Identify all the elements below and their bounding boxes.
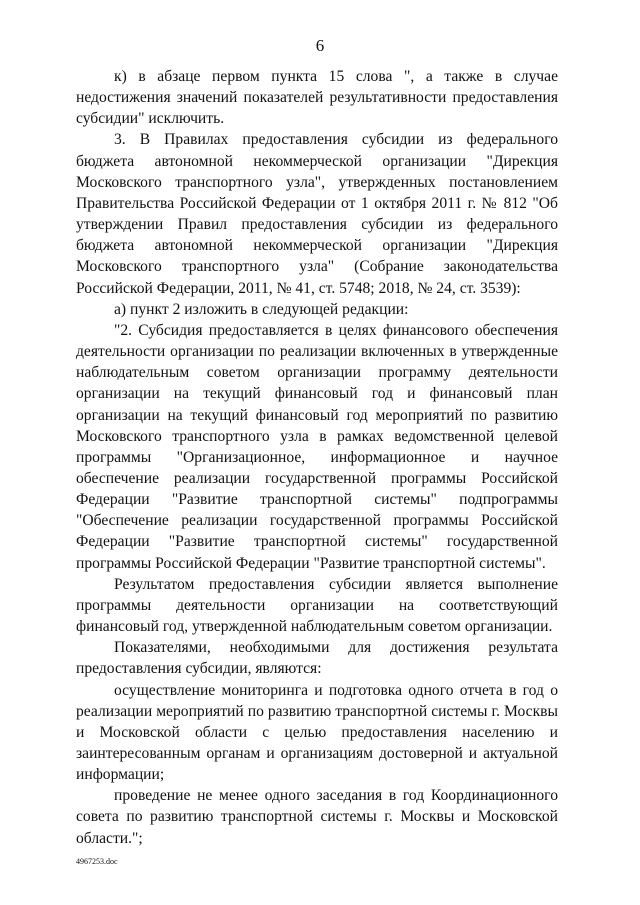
paragraph-amendment-k: к) в абзаце первом пункта 15 слова ", а также в случае недостижения значений показателей результативности предоставления субсидии" исключить. (76, 68, 558, 128)
paragraph-indicator-council-meeting: проведение не менее одного заседания в год Координационного совета по развитию транспортной системы г. Москвы и Московской области."; (76, 787, 558, 847)
paragraph-subsidy-purpose: "2. Субсидия предоставляется в целях финансового обеспечения деятельности организации по реализации включенных в утвержденные наблюдательным советом организации программу деятельности организации на текущий финансовый год и финансовый план организации на текущий финансовый год мероприятий по развитию Московского транспортного узла в рамках ведомственной целевой программы "Организационное, информационное и научное обеспечение реализации государственной программы Российской Федерации "Развитие транспортной системы" подпрограммы "Обеспечение реализации государственной программы Российской Федерации "Развитие транспортной системы" государственной программы Российской Федерации "Развитие транспортной системы". (76, 321, 558, 572)
document-body (76, 66, 558, 849)
page-number: 6 (315, 36, 325, 55)
paragraph-amendment-a: а) пункт 2 изложить в следующей редакции: (114, 300, 409, 318)
footer-file-name: 4967253.doc (76, 857, 118, 866)
paragraph-indicator-monitoring: осуществление мониторинга и подготовка одного отчета в год о реализации мероприятий по развитию транспортной системы г. Москвы и Московской области с целью предоставления населению и заинтересованным органам и организациям достоверной и актуальной информации; (76, 681, 558, 784)
paragraph-indicators-intro: Показателями, необходимыми для достижения результата предоставления субсидии, являются: (76, 639, 558, 678)
paragraph-subsidy-result: Результатом предоставления субсидии является выполнение программы деятельности организации на соответствующий финансовый год, утвержденной наблюдательным советом организации. (76, 575, 558, 636)
paragraph-item-3-rules: 3. В Правилах предоставления субсидии из федерального бюджета автономной некоммерческой организации "Дирекция Московского транспортного узла", утвержденных постановлением Правительства Российской Федерации от 1 октября 2011 г. № 812 "Об утверждении Правил предоставления субсидии из федерального бюджета автономной некоммерческой организации "Дирекция Московского транспортного узла" (Собрание законодательства Российской Федерации, 2011, № 41, ст. 5748; 2018, № 24, ст. 3539): (76, 131, 558, 297)
